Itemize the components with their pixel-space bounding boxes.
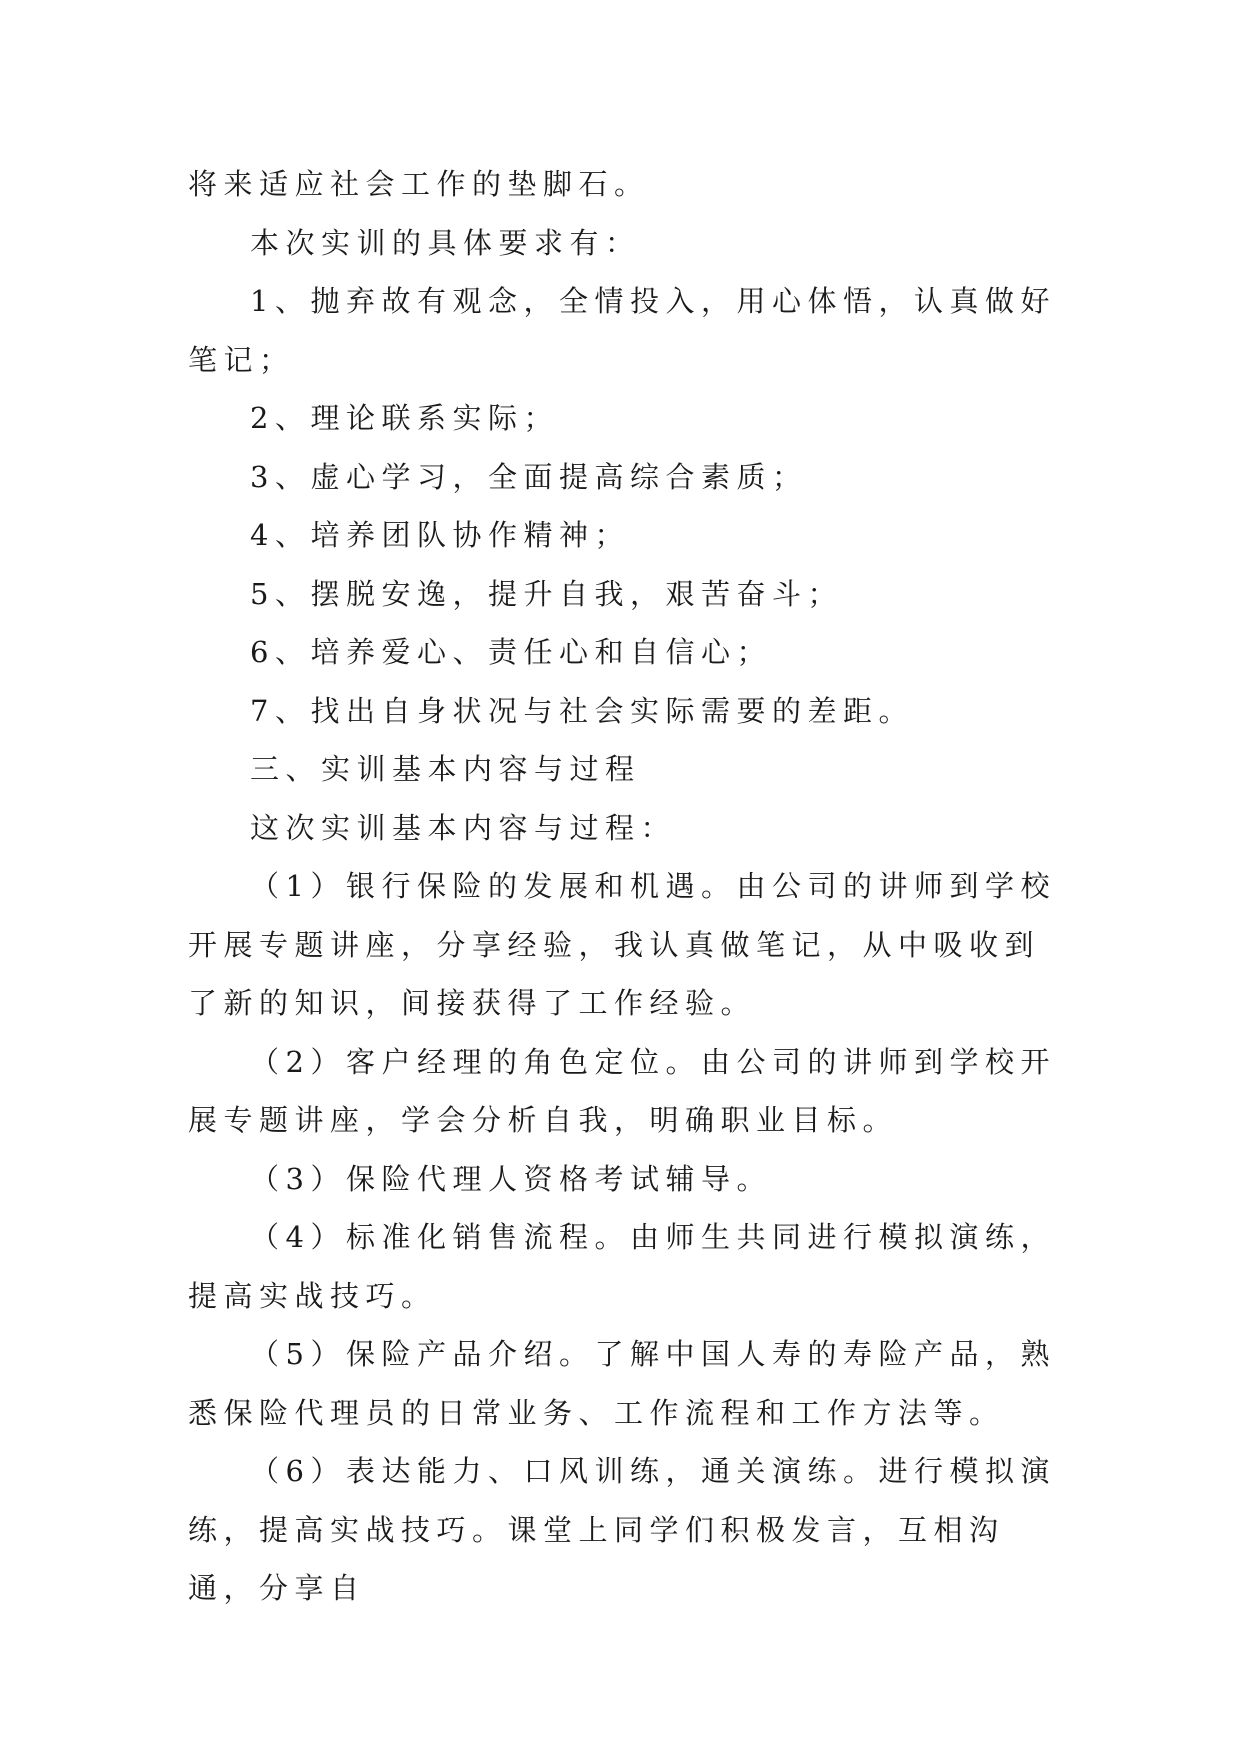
list-item-content-4: （4）标准化销售流程。由师生共同进行模拟演练，提高实战技巧。 [188,1220,1056,1313]
paragraph-continuation: 将来适应社会工作的垫脚石。 [188,167,650,201]
list-item-content-1: （1）银行保险的发展和机遇。由公司的讲师到学校开展专题讲座，分享经验，我认真做笔记，从中吸收到了新的知识，间接获得了工作经验。 [188,869,1056,1020]
list-item-content-6: （6）表达能力、口风训练，通关演练。进行模拟演练，提高实战技巧。课堂上同学们积极发言，互相沟通，分享自 [188,1454,1056,1605]
list-item-requirement-6: 6、培养爱心、责任心和自信心； [250,635,772,669]
list-item-requirement-2: 2、理论联系实际； [250,401,559,435]
list-item-content-2: （2）客户经理的角色定位。由公司的讲师到学校开展专题讲座，学会分析自我，明确职业目标。 [188,1044,1056,1137]
list-item-requirement-5: 5、摆脱安逸，提升自我，艰苦奋斗； [250,576,843,611]
list-item-requirement-4: 4、培养团队协作精神； [250,518,630,552]
list-item-content-3: （3）保险代理人资格考试辅导。 [250,1161,772,1196]
paragraph-content-intro: 这次实训基本内容与过程： [250,810,677,845]
paragraph-requirements-intro: 本次实训的具体要求有： [250,225,641,260]
list-item-requirement-7: 7、找出自身状况与社会实际需要的差距。 [250,693,914,728]
list-item-content-5: （5）保险产品介绍。了解中国人寿的寿险产品，熟悉保险代理员的日常业务、工作流程和工作方法等。 [188,1337,1056,1430]
section-heading-3: 三、实训基本内容与过程 [250,752,641,786]
list-item-requirement-1: 1、抛弃故有观念，全情投入，用心体悟，认真做好笔记； [188,284,1056,377]
list-item-requirement-3: 3、虚心学习，全面提高综合素质； [250,459,808,494]
document-body [188,155,1058,1618]
